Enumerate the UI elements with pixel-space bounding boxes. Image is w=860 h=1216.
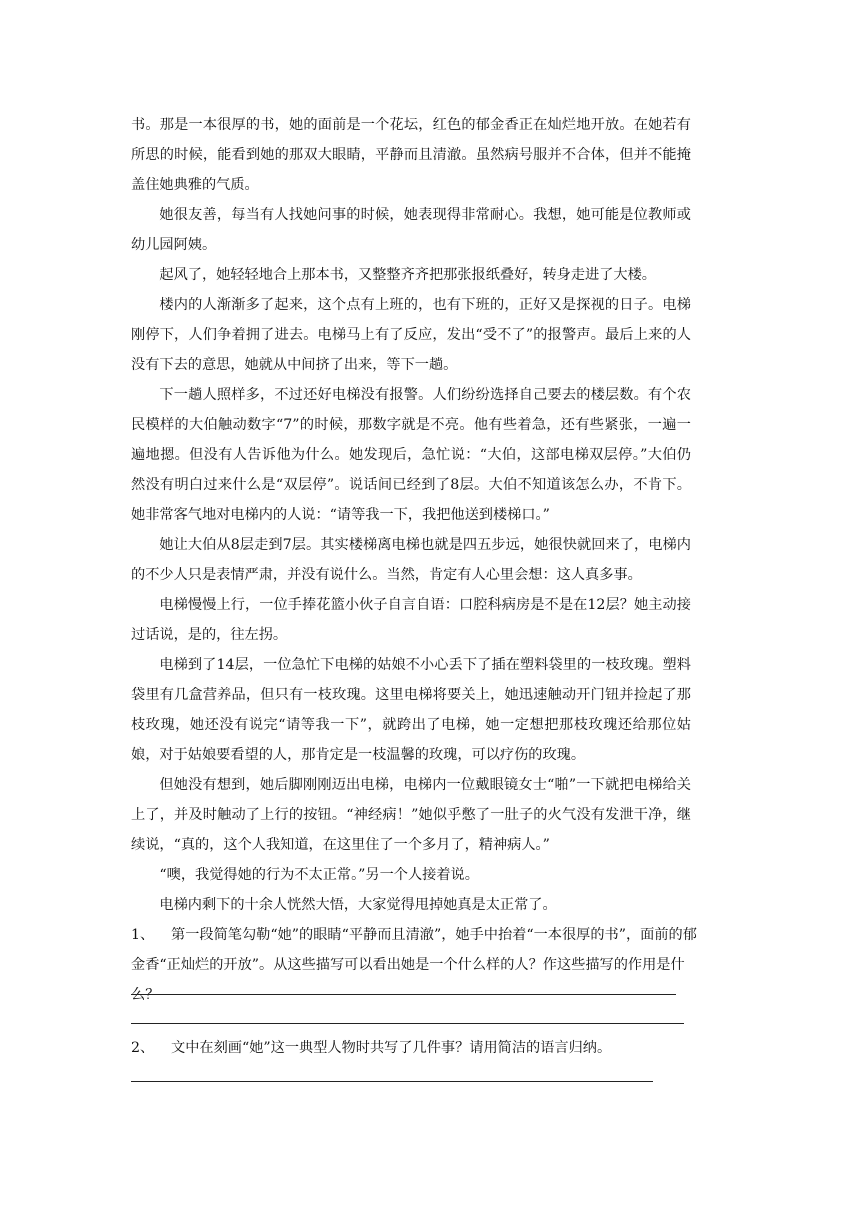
question-1-text: 第一段简笔勾勒“她”的眼睛“平静而且清澈”，她手中抬着“一本很厚的书”，面前的郁金香“正灿烂的开放”。从这些描写可以看出她是一个什么样的人？作这些描写的作用是什么？ bbox=[131, 927, 697, 1003]
paragraph-1: 书。那是一本很厚的书，她的面前是一个花坛，红色的郁金香正在灿烂地开放。在她若有所思的时候，能看到她的那双大眼睛，平静而且清澈。虽然病号服并不合体，但并不能掩盖住她典雅的气质。 bbox=[131, 117, 691, 193]
question-2-number: 2、 bbox=[131, 1040, 155, 1056]
answer-line-1b[interactable] bbox=[131, 1023, 684, 1024]
answer-line-1a[interactable] bbox=[131, 994, 676, 995]
question-2-text: 文中在刻画“她”这一典型人物时共写了几件事？请用简洁的语言归纳。 bbox=[171, 1040, 612, 1056]
question-1-number: 1、 bbox=[131, 927, 155, 943]
paragraph-10: “噢，我觉得她的行为不太正常。”另一个人接着说。 bbox=[159, 867, 479, 883]
paragraph-2: 她很友善，每当有人找她问事的时候，她表现得非常耐心。我想，她可能是位教师或幼儿园阿姨。 bbox=[131, 207, 691, 253]
paragraph-5: 下一趟人照样多，不过还好电梯没有报警。人们纷纷选择自己要去的楼层数。有个农民模样的大伯触动数字“7”的时候，那数字就是不亮。他有些着急，还有些紧张，一遍一遍地摁。但没有人告诉他为什么。她发现后，急忙说：“大伯，这部电梯双层停。”大伯仍然没有明白过来什么是“双层停”。说话间已经到了8层。大伯不知道该怎么办，不肯下。她非常客气地对电梯内的人说：“请等我一下，我把他送到楼梯口。” bbox=[131, 387, 691, 523]
question-1 bbox=[131, 920, 711, 1010]
answer-line-2[interactable] bbox=[131, 1081, 653, 1082]
paragraph-3: 起风了，她轻轻地合上那本书，又整整齐齐把那张报纸叠好，转身走进了大楼。 bbox=[159, 267, 656, 283]
paragraph-7: 电梯慢慢上行，一位手捧花篮小伙子自言自语：口腔科病房是不是在12层？她主动接过话说，是的，往左拐。 bbox=[131, 597, 691, 643]
paragraph-4: 楼内的人渐渐多了起来，这个点有上班的，也有下班的，正好又是探视的日子。电梯刚停下，人们争着拥了进去。电梯马上有了反应，发出“受不了”的报警声。最后上来的人没有下去的意思，她就从中间挤了出来，等下一趟。 bbox=[131, 297, 691, 373]
paragraph-9: 但她没有想到，她后脚刚刚迈出电梯，电梯内一位戴眼镜女士“啪”一下就把电梯给关上了，并及时触动了上行的按钮。“神经病！”她似乎憋了一肚子的火气没有发泄干净，继续说，“真的，这个人我知道，在这里住了一个多月了，精神病人。” bbox=[131, 777, 691, 853]
paragraph-8: 电梯到了14层，一位急忙下电梯的姑娘不小心丢下了插在塑料袋里的一枝玫瑰。塑料袋里有几盒营养品，但只有一枝玫瑰。这里电梯将要关上，她迅速触动开门钮并捡起了那枝玫瑰，她还没有说完“请等我一下”，就跨出了电梯，她一定想把那枝玫瑰还给那位姑娘，对于姑娘要看望的人，那肯定是一枝温馨的玫瑰，可以疗伤的玫瑰。 bbox=[131, 657, 691, 763]
question-2 bbox=[131, 1033, 711, 1063]
paragraph-6: 她让大伯从8层走到7层。其实楼梯离电梯也就是四五步远，她很快就回来了，电梯内的不少人只是表情严肃，并没有说什么。当然，肯定有人心里会想：这人真多事。 bbox=[131, 537, 691, 583]
paragraph-11: 电梯内剩下的十余人恍然大悟，大家觉得甩掉她真是太正常了。 bbox=[159, 897, 557, 913]
